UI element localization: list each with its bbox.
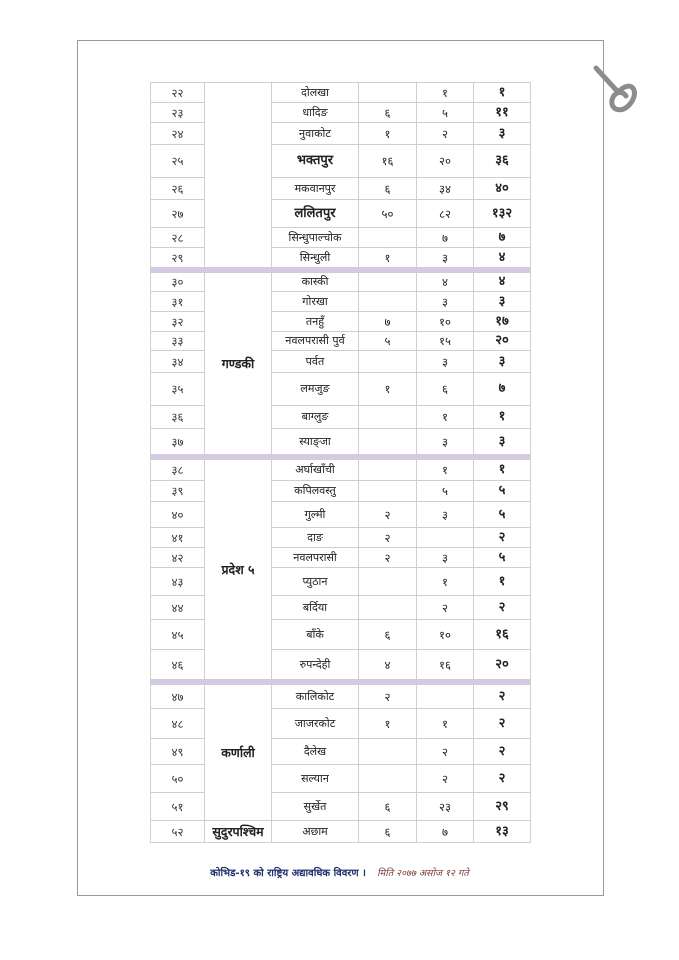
total-cell: १ [474, 406, 531, 429]
count-cell: १ [359, 248, 417, 268]
total-cell: ७ [474, 373, 531, 406]
count-cell: ६ [359, 620, 417, 650]
count-cell: ६ [417, 373, 474, 406]
serial-number: ५२ [151, 821, 205, 843]
page-number-glyph [592, 58, 642, 118]
count-cell [359, 292, 417, 312]
total-cell: ५ [474, 502, 531, 528]
serial-number: ३३ [151, 332, 205, 351]
count-cell: ७ [417, 228, 474, 248]
total-cell: ४ [474, 248, 531, 268]
serial-number: ४१ [151, 528, 205, 548]
total-cell: २९ [474, 793, 531, 821]
total-cell: १ [474, 83, 531, 103]
table-row [151, 821, 531, 843]
district-name: सिन्धुपाल्चोक [272, 228, 359, 248]
count-cell: ५ [417, 103, 474, 123]
district-name: दाङ [272, 528, 359, 548]
count-cell: १ [359, 709, 417, 739]
count-cell [359, 460, 417, 481]
count-cell: १ [417, 83, 474, 103]
count-cell [359, 765, 417, 793]
serial-number: ४८ [151, 709, 205, 739]
page-footer [0, 865, 679, 879]
serial-number: ४३ [151, 568, 205, 596]
serial-number: ३५ [151, 373, 205, 406]
count-cell: ५० [359, 200, 417, 228]
count-cell: ७ [417, 821, 474, 843]
count-cell: २ [359, 548, 417, 568]
count-cell: ५ [359, 332, 417, 351]
count-cell [417, 685, 474, 709]
total-cell: २ [474, 739, 531, 765]
count-cell [359, 429, 417, 455]
total-cell: १३२ [474, 200, 531, 228]
count-cell: २ [359, 502, 417, 528]
serial-number: २२ [151, 83, 205, 103]
count-cell: १ [417, 709, 474, 739]
district-name: पर्वत [272, 351, 359, 373]
district-name: बाग्लुङ [272, 406, 359, 429]
count-cell: १ [359, 123, 417, 145]
count-cell: १० [417, 312, 474, 332]
total-cell: ५ [474, 548, 531, 568]
district-name: भक्तपुर [272, 145, 359, 178]
table-row [151, 83, 531, 103]
serial-number: ३६ [151, 406, 205, 429]
total-cell: १ [474, 460, 531, 481]
province-cell [205, 83, 272, 268]
count-cell: ८२ [417, 200, 474, 228]
count-cell: ६ [359, 821, 417, 843]
district-name: कपिलवस्तु [272, 481, 359, 502]
province-karnali: कर्णाली [205, 685, 272, 821]
district-name: कालिकोट [272, 685, 359, 709]
district-name: स्याङ्जा [272, 429, 359, 455]
total-cell: १७ [474, 312, 531, 332]
serial-number: ४० [151, 502, 205, 528]
serial-number: ३० [151, 273, 205, 292]
count-cell [359, 481, 417, 502]
serial-number: २५ [151, 145, 205, 178]
district-name: लमजुङ [272, 373, 359, 406]
count-cell [359, 406, 417, 429]
total-cell: ४० [474, 178, 531, 200]
total-cell: ३ [474, 123, 531, 145]
serial-number: ४५ [151, 620, 205, 650]
district-name: दोलखा [272, 83, 359, 103]
count-cell [359, 273, 417, 292]
district-name: प्युठान [272, 568, 359, 596]
count-cell: १० [417, 620, 474, 650]
district-name: बर्दिया [272, 596, 359, 620]
count-cell: ३ [417, 248, 474, 268]
district-name: सुर्खेत [272, 793, 359, 821]
district-name: नुवाकोट [272, 123, 359, 145]
district-name: बाँके [272, 620, 359, 650]
serial-number: ४६ [151, 650, 205, 680]
count-cell [359, 596, 417, 620]
serial-number: ३९ [151, 481, 205, 502]
table-row [151, 273, 531, 292]
total-cell: २ [474, 596, 531, 620]
district-name: नवलपरासी पुर्व [272, 332, 359, 351]
count-cell [359, 351, 417, 373]
total-cell: २ [474, 528, 531, 548]
total-cell: ३ [474, 429, 531, 455]
serial-number: ४४ [151, 596, 205, 620]
total-cell: १६ [474, 620, 531, 650]
province-sudurpaschim: सुदुरपश्चिम [205, 821, 272, 843]
serial-number: २३ [151, 103, 205, 123]
total-cell: ७ [474, 228, 531, 248]
serial-number: २९ [151, 248, 205, 268]
serial-number: २७ [151, 200, 205, 228]
serial-number: ५१ [151, 793, 205, 821]
count-cell: २ [359, 528, 417, 548]
total-cell: २ [474, 765, 531, 793]
count-cell: २ [417, 596, 474, 620]
count-cell: २३ [417, 793, 474, 821]
serial-number: ३८ [151, 460, 205, 481]
count-cell: ६ [359, 178, 417, 200]
serial-number: ४७ [151, 685, 205, 709]
count-cell [417, 528, 474, 548]
count-cell [359, 83, 417, 103]
serial-number: २६ [151, 178, 205, 200]
serial-number: ३७ [151, 429, 205, 455]
province-pradesh5: प्रदेश ५ [205, 460, 272, 680]
serial-number: २४ [151, 123, 205, 145]
district-name: गोरखा [272, 292, 359, 312]
count-cell: ३४ [417, 178, 474, 200]
count-cell: २० [417, 145, 474, 178]
table-row [151, 685, 531, 709]
total-cell: ३६ [474, 145, 531, 178]
count-cell: २ [417, 739, 474, 765]
count-cell: २ [417, 765, 474, 793]
district-cases-table [150, 82, 531, 843]
total-cell: २० [474, 650, 531, 680]
count-cell: ५ [417, 481, 474, 502]
total-cell: ४ [474, 273, 531, 292]
count-cell: ४ [359, 650, 417, 680]
count-cell: ६ [359, 103, 417, 123]
count-cell: १६ [417, 650, 474, 680]
total-cell: १ [474, 568, 531, 596]
count-cell: १ [417, 406, 474, 429]
total-cell: ५ [474, 481, 531, 502]
count-cell: ३ [417, 351, 474, 373]
serial-number: ४२ [151, 548, 205, 568]
footer-title: कोभिड-१९ को राष्ट्रिय अद्यावधिक विवरण । [210, 868, 366, 879]
count-cell: २ [359, 685, 417, 709]
district-name: गुल्मी [272, 502, 359, 528]
count-cell: १६ [359, 145, 417, 178]
serial-number: ३२ [151, 312, 205, 332]
count-cell: ७ [359, 312, 417, 332]
count-cell: ३ [417, 502, 474, 528]
count-cell: ४ [417, 273, 474, 292]
district-name: धादिङ [272, 103, 359, 123]
district-name: तनहुँ [272, 312, 359, 332]
serial-number: ५० [151, 765, 205, 793]
district-name: दैलेख [272, 739, 359, 765]
table-row [151, 460, 531, 481]
count-cell: १ [417, 568, 474, 596]
total-cell: १३ [474, 821, 531, 843]
count-cell: १ [359, 373, 417, 406]
district-name: नवलपरासी [272, 548, 359, 568]
count-cell [359, 739, 417, 765]
district-name: सिन्धुली [272, 248, 359, 268]
serial-number: २८ [151, 228, 205, 248]
district-name: ललितपुर [272, 200, 359, 228]
total-cell: ११ [474, 103, 531, 123]
count-cell [359, 568, 417, 596]
province-gandaki: गण्डकी [205, 273, 272, 455]
district-name: मकवानपुर [272, 178, 359, 200]
count-cell: १ [417, 460, 474, 481]
footer-date: मिति २०७७ असोज १२ गते [377, 868, 469, 879]
district-name: सल्यान [272, 765, 359, 793]
total-cell: २ [474, 709, 531, 739]
district-name: अछाम [272, 821, 359, 843]
count-cell [359, 228, 417, 248]
district-name: कास्की [272, 273, 359, 292]
count-cell: ३ [417, 429, 474, 455]
total-cell: २ [474, 685, 531, 709]
serial-number: ३१ [151, 292, 205, 312]
count-cell: ३ [417, 292, 474, 312]
serial-number: ३४ [151, 351, 205, 373]
total-cell: ३ [474, 292, 531, 312]
total-cell: ३ [474, 351, 531, 373]
count-cell: २ [417, 123, 474, 145]
district-name: रुपन्देही [272, 650, 359, 680]
count-cell: १५ [417, 332, 474, 351]
district-name: जाजरकोट [272, 709, 359, 739]
total-cell: २० [474, 332, 531, 351]
count-cell: ६ [359, 793, 417, 821]
count-cell: ३ [417, 548, 474, 568]
serial-number: ४९ [151, 739, 205, 765]
district-name: अर्घाखाँची [272, 460, 359, 481]
